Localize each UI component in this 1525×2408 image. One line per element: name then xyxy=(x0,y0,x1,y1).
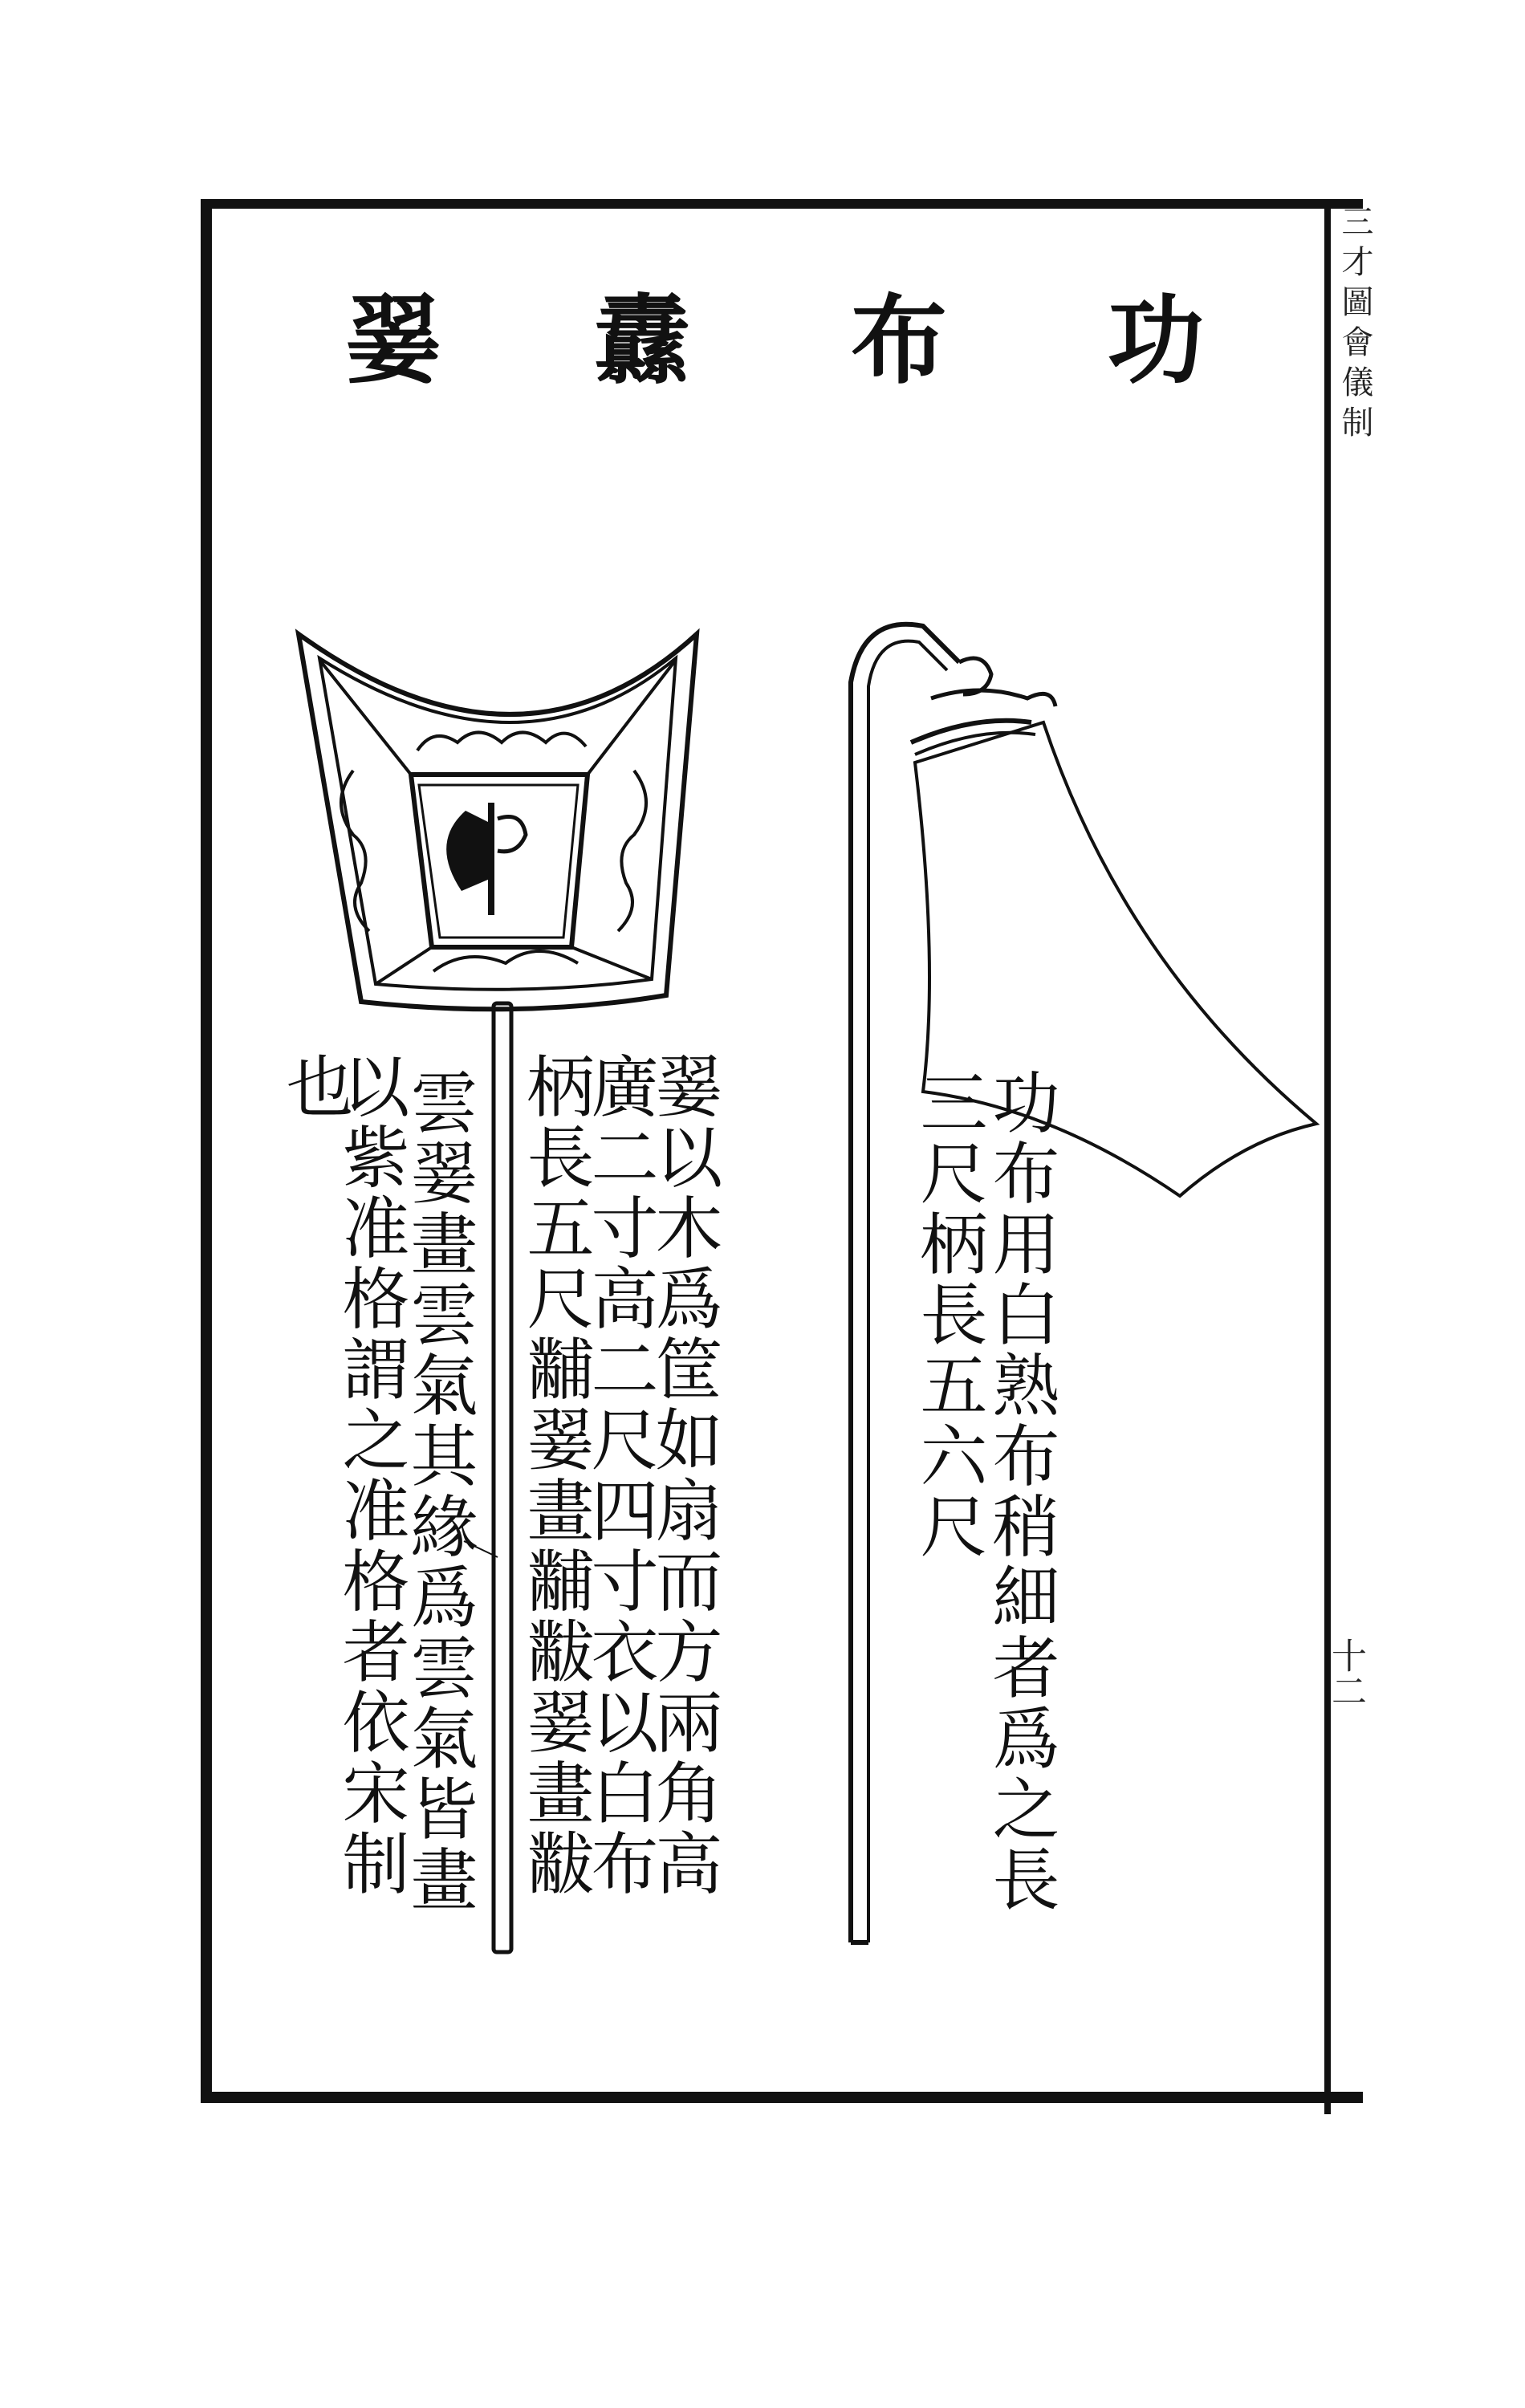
heading-char-gong: 功 xyxy=(1108,284,1204,397)
sha-text-col-3: 柄長五尺黼翣畫黼黻翣畫黻 xyxy=(516,1051,595,1899)
heading-char-bu: 布 xyxy=(851,284,947,397)
margin-running-title: 三才圖會儀制 xyxy=(1336,205,1373,445)
sha-text-col-1: 翣以木爲筐如扇而方兩角高 xyxy=(645,1051,723,1899)
sha-text-col-5: 以紫准格謂之准格者依宋制 xyxy=(331,1051,410,1899)
heading-char-dao: 纛 xyxy=(594,284,690,397)
sha-text-col-6: 也 xyxy=(275,1051,354,1122)
margin-page-number: 十二 xyxy=(1325,1637,1366,1708)
heading-char-sha: 翣 xyxy=(345,284,441,397)
gongbu-text-col-1: 功布用白熟布稍細者爲之長 xyxy=(982,1068,1060,1915)
sha-text-col-4: 雲翣畫雲氣其緣爲雲氣皆畫 xyxy=(400,1068,478,1915)
sha-text-col-2: 廣二寸高二尺四寸衣以白布 xyxy=(580,1051,659,1899)
gongbu-text-col-2: 三尺柄長五六尺 xyxy=(909,1068,988,1562)
